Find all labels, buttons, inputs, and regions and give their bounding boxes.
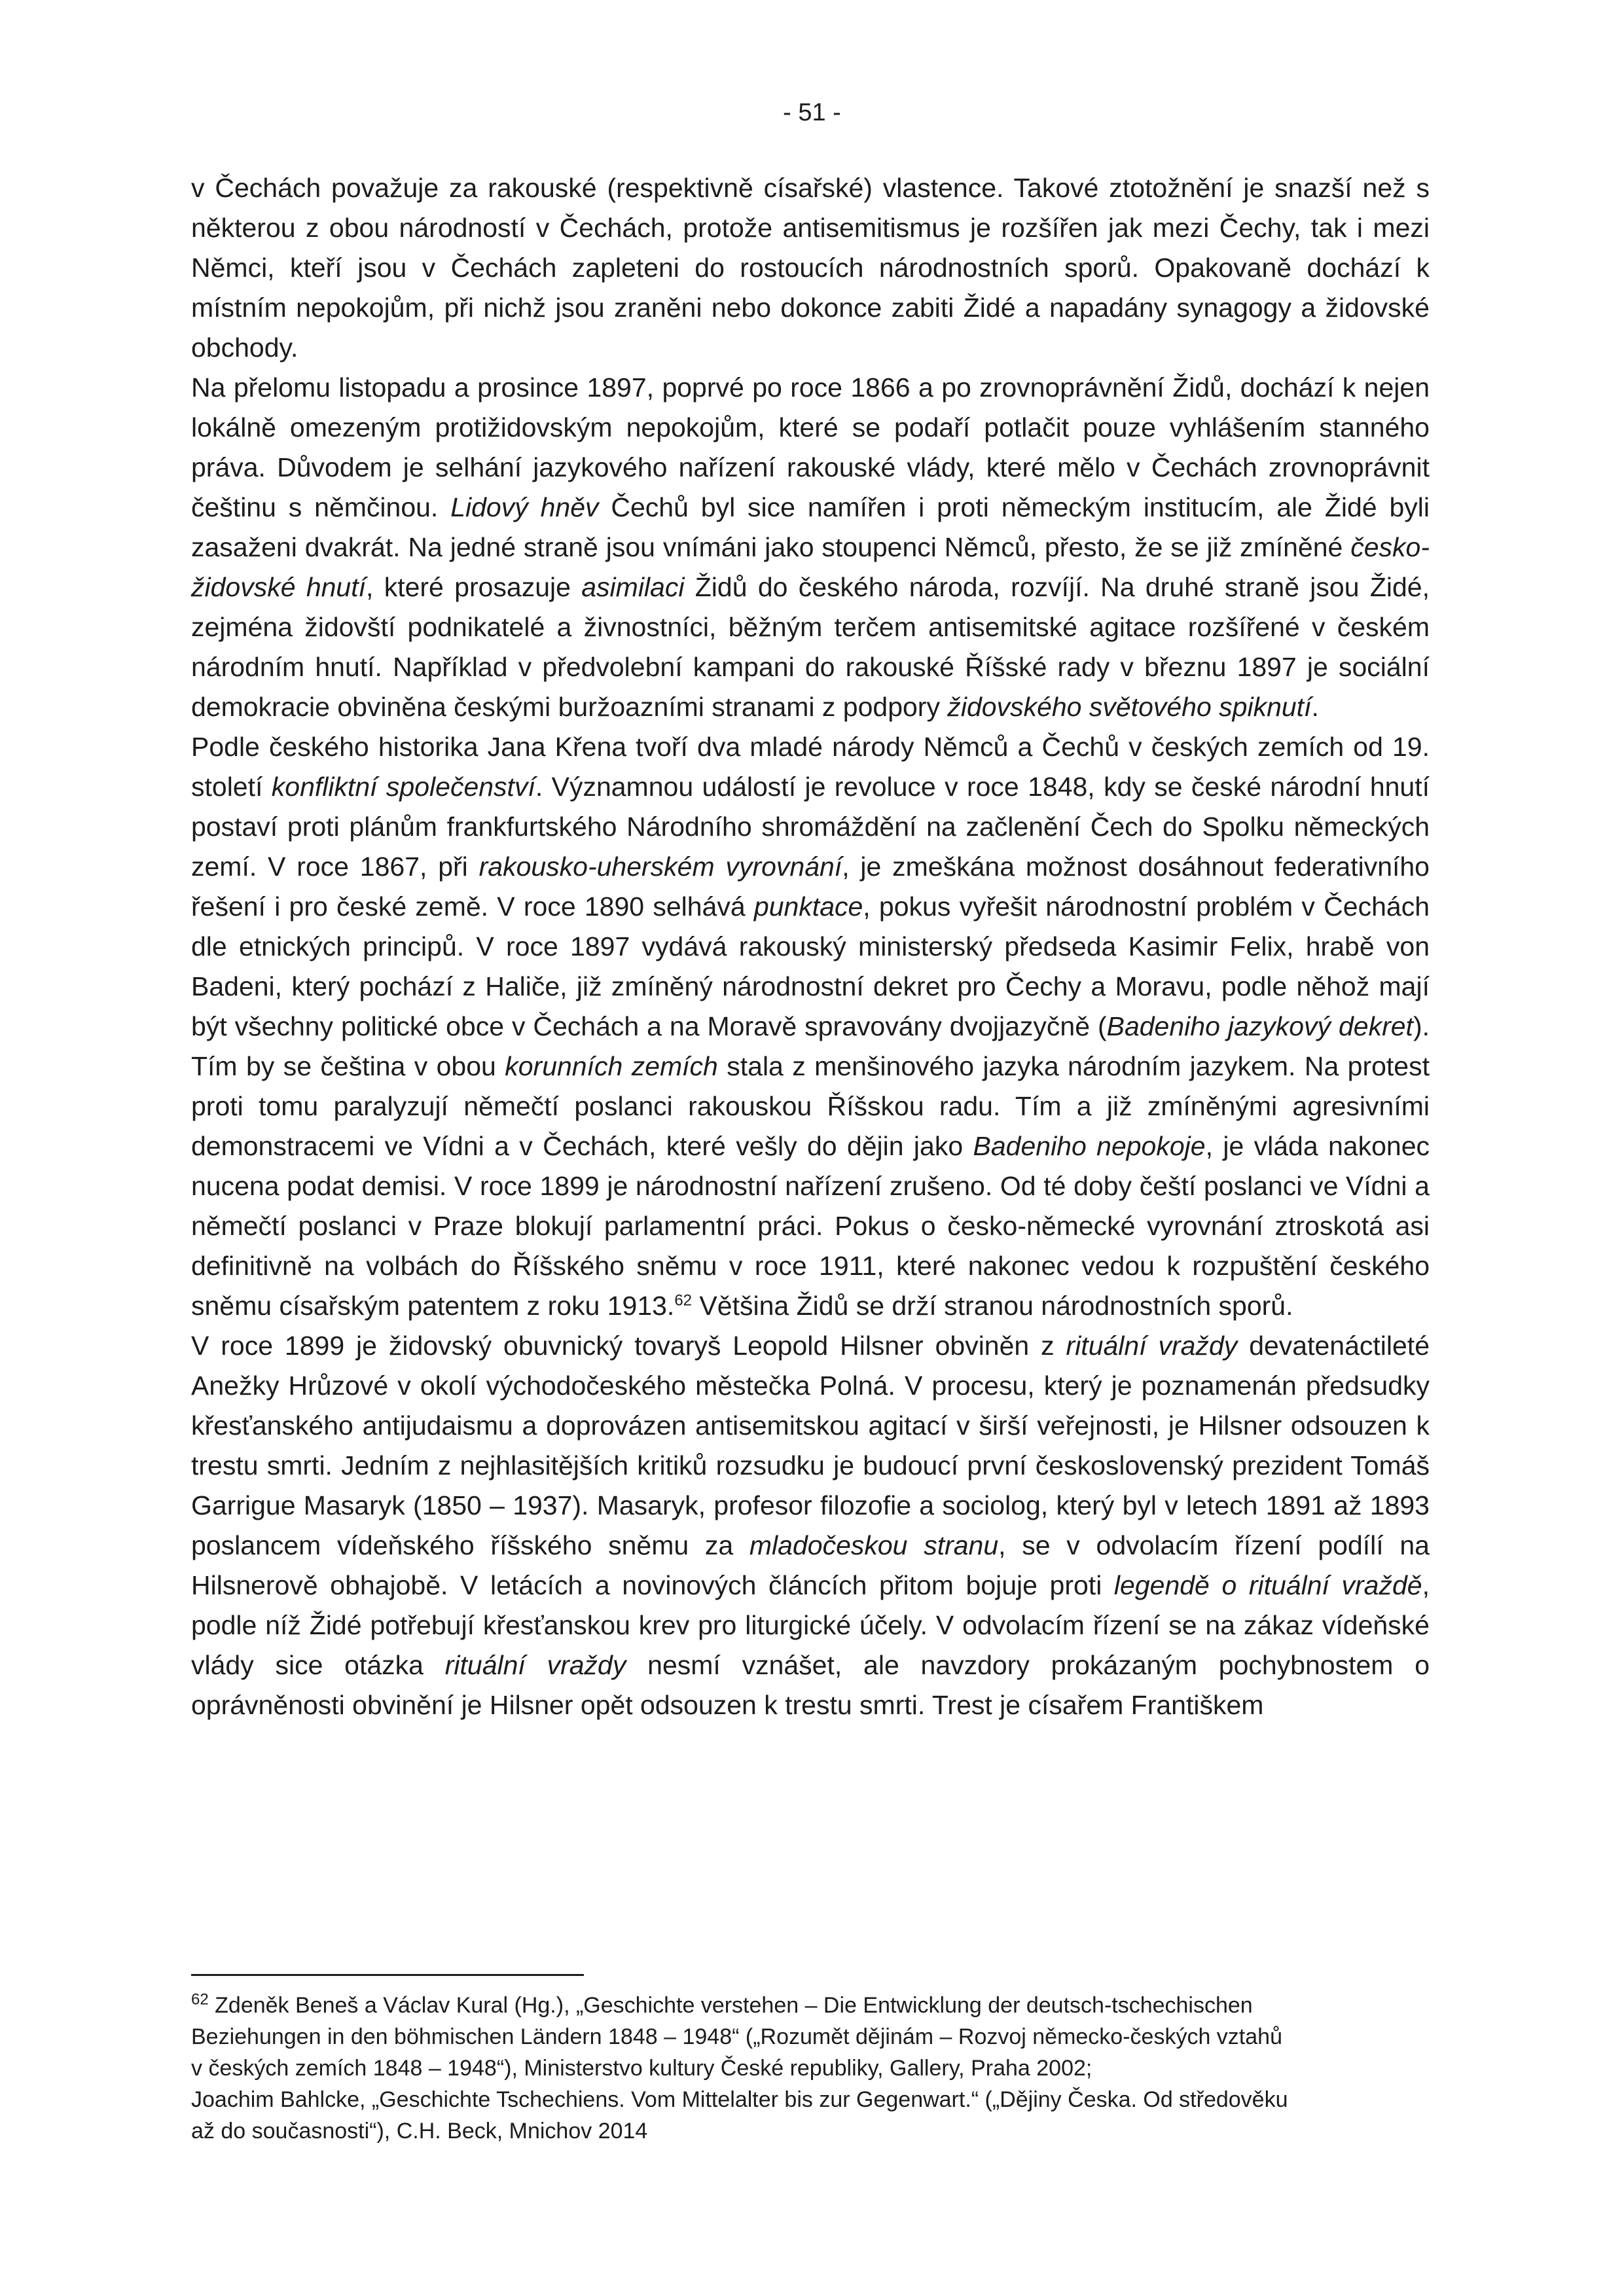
italic-phrase: Badeniho jazykový dekret [1106,1011,1413,1041]
footnotes [191,1990,1430,2147]
italic-phrase: Badeniho nepokoje [973,1131,1206,1161]
text-run: nesmí vznášet, ale navzdory prokázaným pochybnostem o oprávněnosti obvinění je Hilsner opět odsouzen k trestu smrti. Trest je císařem Františkem [191,1650,1430,1720]
text-run: V roce 1899 je židovský obuvnický tovaryš Leopold Hilsner obviněn z [191,1331,1066,1361]
paragraph-1 [191,168,1430,368]
text-run: Čechů byl sice namířen i proti německým institucím, ale Židé byli zasaženi dvakrát. Na jedné straně jsou vnímáni jako stoupenci Němců, přesto, že se již zmíněné [191,492,1430,562]
paragraph-3 [191,727,1430,1326]
italic-phrase: mladočeskou stranu [749,1530,999,1560]
text-run: Na přelomu listopadu a prosince 1897, poprvé po roce 1866 a po zrovnoprávnění Židů, dochází k nejen lokálně omezeným protižidovským nepokojům, které se podaří potlačit pouze vyhlášením stanného práva. Důvodem je selhání jazykového nařízení rakouské vlády, které mělo v Čechách zrovnoprávnit češtinu s němčinou. [191,372,1430,522]
text-run: , které prosazuje [366,572,582,602]
italic-phrase: korunních zemích [505,1051,718,1081]
footnote-line: Joachim Bahlcke, „Geschichte Tschechiens. Vom Mittelalter bis zur Gegenwart.“ („Dějiny Česka. Od středověku [191,2087,1288,2112]
text-run: , je vláda nakonec nucena podat demisi. V roce 1899 je národnostní nařízení zrušeno. Od té doby čeští poslanci ve Vídni a němečtí poslanci v Praze blokují parlamentní práci. Pokus o česko-německé vyrovnání ztroskotá asi definitivně na volbách do Říšského sněmu v roce 1911, které nakonec vedou k rozpuštění českého sněmu císařským patentem z roku 1913. [191,1131,1430,1321]
text-run: Podle českého historika Jana Křena tvoří dva mladé národy Němců a Čechů v českých zemích od 19. století [191,732,1430,802]
text-run: ). Tím by se čeština v obou [191,1011,1430,1081]
italic-phrase: asimilaci [581,572,685,602]
italic-phrase: česko-židovské hnutí [191,532,1430,602]
text-run: Většina Židů se drží stranou národnostních sporů. [692,1291,1293,1321]
italic-phrase: rakousko-uherském vyrovnání [478,852,842,882]
italic-phrase: židovského světového spiknutí [947,692,1312,722]
text-run: , pokus vyřešit národnostní problém v Čechách dle etnických principů. V roce 1897 vydává rakouský ministerský předseda Kasimir Felix, hrabě von Badeni, který pochází z Haliče, již zmíněný národnostní dekret pro Čechy a Moravu, podle něhož mají být všechny politické obce v Čechách a na Moravě spravovány dvojjazyčně ( [191,891,1430,1041]
text-run: , podle níž Židé potřebují křesťanskou krev pro liturgické účely. V odvolacím řízení se na zákaz vídeňské vlády sice otázka [191,1570,1430,1680]
page-number: - 51 - [783,99,841,126]
text-run: v Čechách považuje za rakouské (respektivně císařské) vlastence. Takové ztotožnění je snazší než s některou z obou národností v Čechách, protože antisemitismus je rozšířen jak mezi Čechy, tak i mezi Němci, kteří jsou v Čechách zapleteni do rostoucích národnostních sporů. Opakovaně dochází k místním nepokojům, při nichž jsou zraněni nebo dokonce zabiti Židé a napadány synagogy a židovské obchody. [191,173,1430,363]
footnote-number: 62 [191,1990,209,2009]
italic-phrase: rituální vraždy [1066,1331,1238,1361]
paragraph-4 [191,1326,1430,1725]
footnote-separator [191,1974,584,1976]
italic-phrase: punktace [753,891,863,922]
text-run: , se v odvolacím řízení podílí na Hilsnerově obhajobě. V letácích a novinových článcích přitom bojuje proti [191,1530,1430,1600]
text-run: . Významnou událostí je revoluce v roce 1848, kdy se české národní hnutí postaví proti plánům frankfurtského Národního shromáždění na začlenění Čech do Spolku německých zemí. V roce 1867, při [191,772,1430,882]
footnote-line: v českých zemích 1848 – 1948“), Ministerstvo kultury České republiky, Gallery, Praha 2002; [191,2056,1092,2081]
footnote-line: $^{62}$ Zdeněk Beneš a Václav Kural (Hg.), „Geschichte verstehen – Die Entwicklung der deutsch-tschechischen [191,1990,1253,2018]
italic-phrase: rituální vraždy [444,1650,626,1680]
italic-phrase: konfliktní společenství [271,772,535,802]
text-run: stala z menšinového jazyka národním jazykem. Na protest proti tomu paralyzují němečtí poslanci rakouskou Říšskou radu. Tím a již zmíněnými agresivními demonstracemi ve Vídni a v Čechách, které vešly do dějin jako [191,1051,1430,1161]
footnote-reference: 62 [674,1291,693,1310]
footnote-line: až do současnosti“), C.H. Beck, Mnichov 2014 [191,2119,648,2144]
text-run: . [1311,692,1319,722]
text-run: , je zmeškána možnost dosáhnout federativního řešení i pro české země. V roce 1890 selhává [191,852,1430,922]
body-text [191,168,1430,1725]
italic-phrase: legendě o rituální vraždě [1113,1570,1422,1600]
footnote-line: Beziehungen in den böhmischen Ländern 1848 – 1948“ („Rozumět dějinám – Rozvoj německo-českých vztahů [191,2024,1282,2049]
text-run: Židů do českého národa, rozvíjí. Na druhé straně jsou Židé, zejména židovští podnikatelé a živnostníci, běžným terčem antisemitské agitace rozšířené v českém národním hnutí. Například v předvolební kampani do rakouské Říšské rady v březnu 1897 je sociální demokracie obviněna českými buržoazními stranami z podpory [191,572,1430,722]
paragraph-2 [191,368,1430,727]
text-run: devatenáctileté Anežky Hrůzové v okolí východočeského městečka Polná. V procesu, který je poznamenán předsudky křesťanského antijudaismu a doprovázen antisemitskou agitací v širší veřejnosti, je Hilsner odsouzen k trestu smrti. Jedním z nejhlasitějších kritiků rozsudku je budoucí první československý prezident Tomáš Garrigue Masaryk (1850 – 1937). Masaryk, profesor filozofie a sociolog, který byl v letech 1891 až 1893 poslancem vídeňského říšského sněmu za [191,1331,1430,1560]
italic-phrase: Lidový hněv [450,492,599,522]
